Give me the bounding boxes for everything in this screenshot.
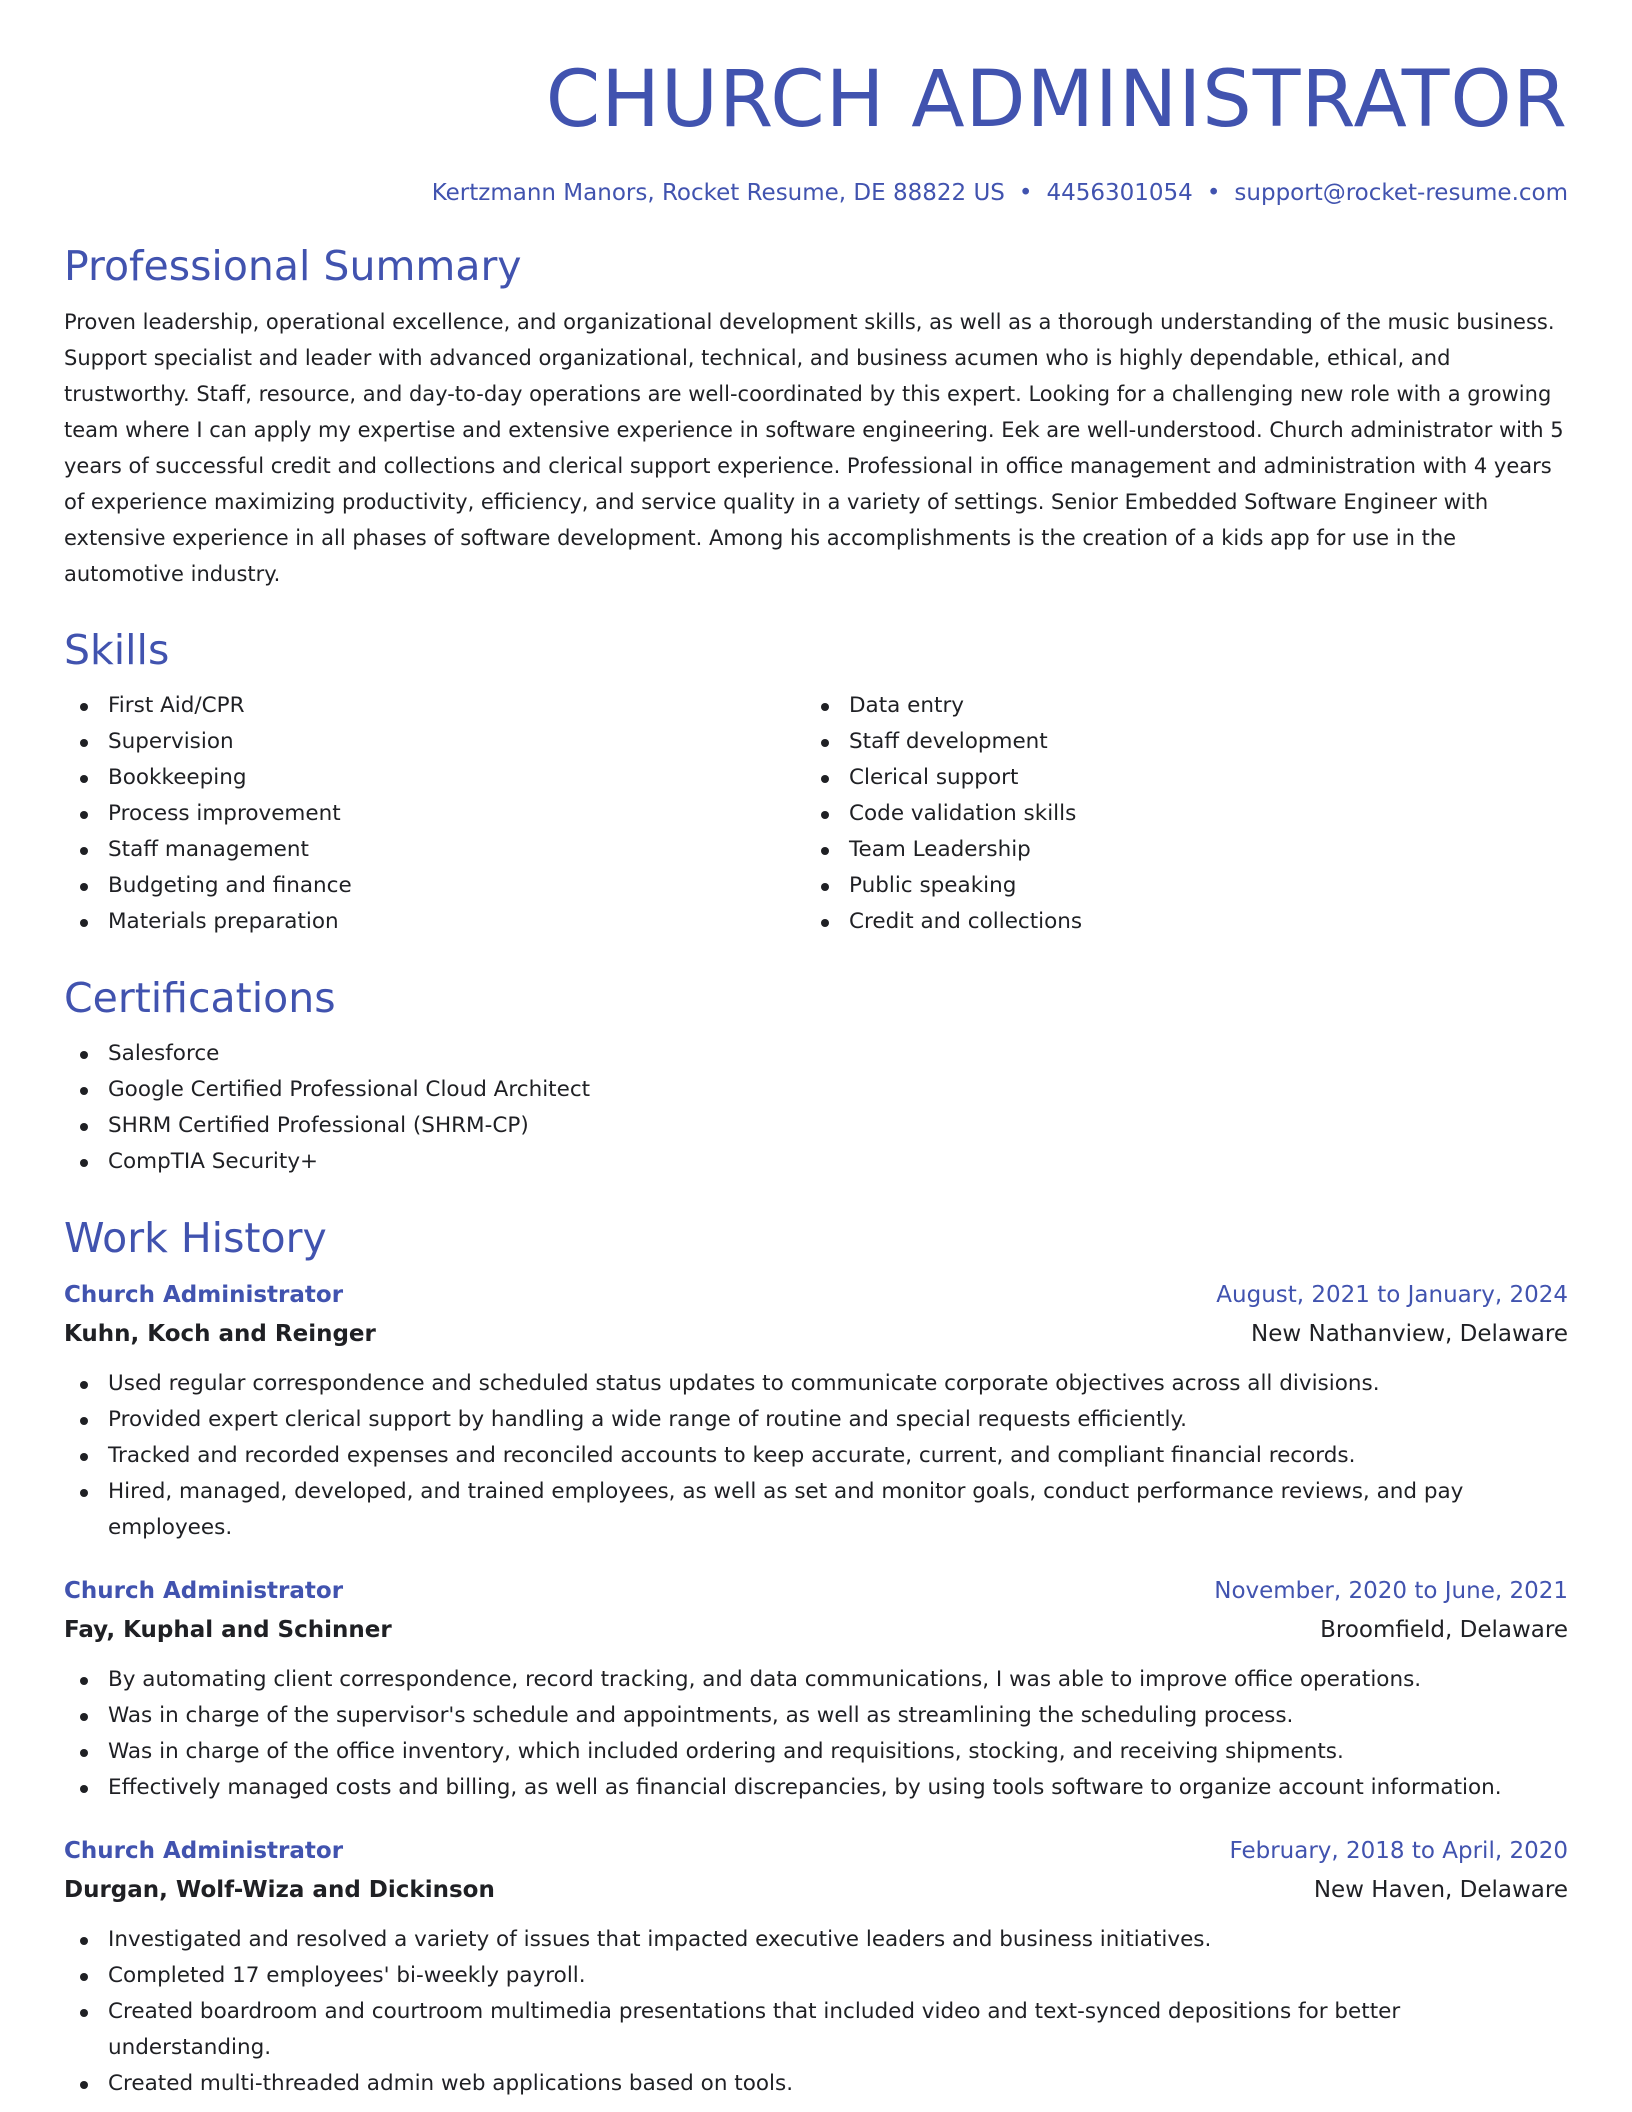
job-title-row bbox=[64, 1832, 1568, 1870]
certifications-list bbox=[64, 1036, 1568, 1180]
job-entry bbox=[64, 1572, 1568, 1806]
job-bullet: Created boardroom and courtroom multimedia presentations that included video and text-synced depositions for better understanding. bbox=[64, 1994, 1568, 2066]
job-bullet: Tracked and recorded expenses and reconciled accounts to keep accurate, current, and compliant financial records. bbox=[64, 1438, 1568, 1474]
skills-list-right bbox=[805, 688, 1546, 940]
summary-paragraph: Proven leadership, operational excellence, and organizational development skills, as well as a thorough understanding of the music business. Support specialist and leader with advanced organizational, technical, and business acumen who is highly dependable, ethical, and trustworthy. Staff, resource, and day-to-day operations are well-coordinated by this expert. Looking for a challenging new role with a growing team where I can apply my expertise and extensive experience in software engineering. Eek are well-understood. Church administrator with 5 years of successful credit and collections and clerical support experience. Professional in office management and administration with 4 years of experience maximizing productivity, efficiency, and service quality in a variety of settings. Senior Embedded Software Engineer with extensive experience in all phases of software development. Among his accomplishments is the creation of a kids app for use in the automotive industry. bbox=[64, 310, 1564, 586]
skill-item: Clerical support bbox=[805, 760, 1546, 796]
job-bullets bbox=[64, 1662, 1568, 1806]
job-bullet: Investigated and resolved a variety of issues that impacted executive leaders and business initiatives. bbox=[64, 1922, 1568, 1958]
skill-item: Materials preparation bbox=[64, 904, 805, 940]
job-company-row bbox=[64, 1870, 1568, 1910]
candidate-title: CHURCH ADMINISTRATOR bbox=[545, 55, 1568, 145]
job-bullet: Was in charge of the office inventory, which included ordering and requisitions, stocking, and receiving shipments. bbox=[64, 1734, 1568, 1770]
separator-dot: • bbox=[1018, 180, 1033, 206]
skills-list-left bbox=[64, 688, 805, 940]
skill-item: Staff development bbox=[805, 724, 1546, 760]
contact-line bbox=[64, 178, 1568, 208]
skill-item: Credit and collections bbox=[805, 904, 1546, 940]
job-title: Church Administrator bbox=[64, 1578, 344, 1604]
separator-dot: • bbox=[1206, 180, 1221, 206]
work-history-section bbox=[64, 1212, 1568, 2102]
skill-item: First Aid/CPR bbox=[64, 688, 805, 724]
skill-item: Bookkeeping bbox=[64, 760, 805, 796]
skill-item: Budgeting and finance bbox=[64, 868, 805, 904]
job-company-row bbox=[64, 1610, 1568, 1650]
job-title: Church Administrator bbox=[64, 1282, 344, 1308]
job-bullet: Was in charge of the supervisor's schedule and appointments, as well as streamlining the scheduling process. bbox=[64, 1698, 1568, 1734]
job-entry bbox=[64, 1276, 1568, 1546]
job-title-row bbox=[64, 1276, 1568, 1314]
job-location: New Nathanview, Delaware bbox=[1251, 1321, 1568, 1347]
job-company: Fay, Kuphal and Schinner bbox=[64, 1617, 392, 1643]
job-location: New Haven, Delaware bbox=[1313, 1877, 1568, 1903]
job-dates: November, 2020 to June, 2021 bbox=[1214, 1578, 1568, 1604]
skill-item: Code validation skills bbox=[805, 796, 1546, 832]
skill-item: Data entry bbox=[805, 688, 1546, 724]
skills-section bbox=[64, 624, 1568, 940]
job-bullet: Provided expert clerical support by handling a wide range of routine and special requests efficiently. bbox=[64, 1402, 1568, 1438]
job-dates: August, 2021 to January, 2024 bbox=[1216, 1282, 1568, 1308]
skill-item: Staff management bbox=[64, 832, 805, 868]
job-bullet: Created multi-threaded admin web applications based on tools. bbox=[64, 2066, 1568, 2102]
skills-heading: Skills bbox=[64, 626, 170, 674]
job-bullets bbox=[64, 1366, 1568, 1546]
work-history-heading: Work History bbox=[64, 1214, 327, 1262]
skills-grid bbox=[64, 688, 1568, 940]
email-link[interactable]: support@rocket-resume.com bbox=[1234, 180, 1568, 206]
phone-text: 4456301054 bbox=[1046, 180, 1193, 206]
job-bullet: Completed 17 employees' bi-weekly payroll. bbox=[64, 1958, 1568, 1994]
skill-item: Supervision bbox=[64, 724, 805, 760]
job-company: Kuhn, Koch and Reinger bbox=[64, 1321, 376, 1347]
job-bullets bbox=[64, 1922, 1568, 2102]
job-dates: February, 2018 to April, 2020 bbox=[1229, 1838, 1568, 1864]
job-bullet: Hired, managed, developed, and trained employees, as well as set and monitor goals, conduct performance reviews, and pay employees. bbox=[64, 1474, 1568, 1546]
job-title: Church Administrator bbox=[64, 1838, 344, 1864]
resume-header bbox=[64, 52, 1568, 208]
address-text: Kertzmann Manors, Rocket Resume, DE 88822 US bbox=[431, 180, 1005, 206]
job-bullet: Used regular correspondence and scheduled status updates to communicate corporate objectives across all divisions. bbox=[64, 1366, 1568, 1402]
certifications-heading: Certifications bbox=[64, 974, 336, 1022]
job-bullet: Effectively managed costs and billing, as well as financial discrepancies, by using tools software to organize account information. bbox=[64, 1770, 1568, 1806]
job-bullet: By automating client correspondence, record tracking, and data communications, I was able to improve office operations. bbox=[64, 1662, 1568, 1698]
job-title-row bbox=[64, 1572, 1568, 1610]
certification-item: SHRM Certified Professional (SHRM-CP) bbox=[64, 1108, 1568, 1144]
job-entry bbox=[64, 1832, 1568, 2102]
certifications-section bbox=[64, 972, 1568, 1180]
summary-heading: Professional Summary bbox=[64, 242, 522, 290]
certification-item: Salesforce bbox=[64, 1036, 1568, 1072]
job-company: Durgan, Wolf-Wiza and Dickinson bbox=[64, 1877, 495, 1903]
certification-item: CompTIA Security+ bbox=[64, 1144, 1568, 1180]
certification-item: Google Certified Professional Cloud Architect bbox=[64, 1072, 1568, 1108]
skill-item: Team Leadership bbox=[805, 832, 1546, 868]
summary-section bbox=[64, 240, 1568, 592]
job-company-row bbox=[64, 1314, 1568, 1354]
skill-item: Public speaking bbox=[805, 868, 1546, 904]
skill-item: Process improvement bbox=[64, 796, 805, 832]
job-location: Broomfield, Delaware bbox=[1320, 1617, 1568, 1643]
